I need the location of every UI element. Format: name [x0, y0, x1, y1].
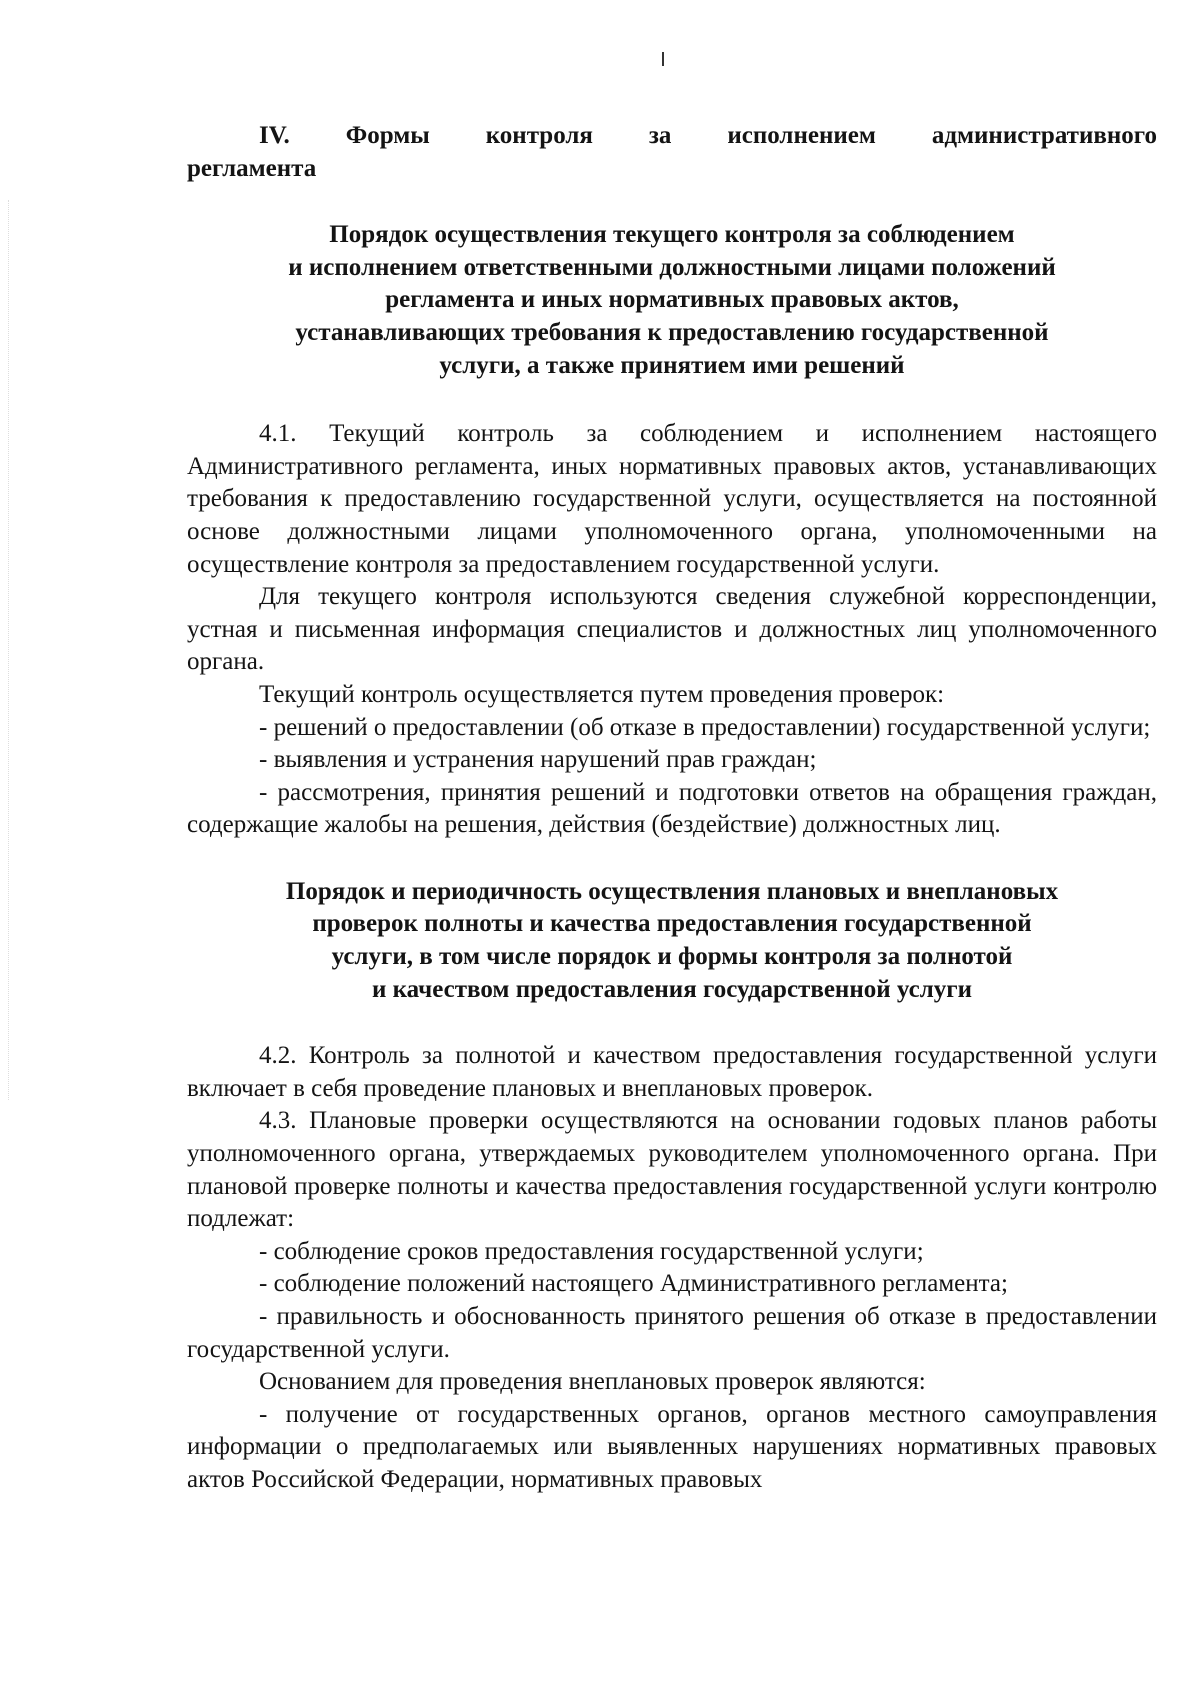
section-word: административного	[931, 122, 1157, 149]
list-item: - решений о предоставлении (об отказе в предоставлении) государственной услуги;	[259, 713, 1151, 741]
paragraph-4-1: 4.1. Текущий контроль за соблюдением и исполнением настоящего Административного регламента, иных нормативных правовых актов, устанавливающих требования к предоставлению государственной услуги, осуществляется на постоянной основе должностными лицами уполномоченного органа, уполномоченными на осуществление контроля за предоставлением государственной услуги.	[187, 420, 1157, 578]
section-word: исполнением	[727, 122, 876, 149]
subheading-line: проверок полноты и качества предоставления государственной	[312, 910, 1032, 938]
paragraph: Для текущего контроля используются сведения служебной корреспонденции, устная и письменная информация специалистов и должностных лиц уполномоченного органа.	[187, 583, 1157, 676]
subheading-line: устанавливающих требования к предоставлению государственной	[295, 318, 1049, 346]
list-item: - правильность и обоснованность принятого решения об отказе в предоставлении государственной услуги.	[187, 1303, 1157, 1363]
list-item: - соблюдение сроков предоставления государственной услуги;	[259, 1237, 924, 1265]
subheading-line: и исполнением ответственными должностными лицами положений	[288, 253, 1056, 281]
subheading-line: Порядок и периодичность осуществления плановых и внеплановых	[285, 877, 1059, 905]
section-word: контроля	[485, 122, 593, 149]
subheading-line: услуги, в том числе порядок и формы контроля за полнотой	[331, 943, 1013, 971]
page-marker	[662, 52, 664, 66]
section-word: IV.	[259, 122, 290, 149]
list-item: - рассмотрения, принятия решений и подготовки ответов на обращения граждан, содержащие жалобы на решения, действия (бездействие) должностных лиц.	[187, 778, 1157, 839]
subheading-inspections	[187, 876, 1157, 1006]
list-item: - получение от государственных органов, органов местного самоуправления информации о предполагаемых или выявленных нарушениях нормативных правовых актов Российской Федерации, нормативных правовых	[187, 1400, 1157, 1493]
section-word: Формы	[345, 122, 430, 149]
paragraph-4-2: 4.2. Контроль за полнотой и качеством предоставления государственной услуги включает в себя проведение плановых и внеплановых проверок.	[187, 1042, 1157, 1102]
subheading-line: Порядок осуществления текущего контроля за соблюдением	[329, 221, 1015, 249]
paragraph-4-3: 4.3. Плановые проверки осуществляются на основании годовых планов работы уполномоченного органа, утверждаемых руководителем уполномоченного органа. При плановой проверке полноты и качества предоставления государственной услуги контролю подлежат:	[187, 1107, 1157, 1233]
section-heading	[187, 120, 1157, 185]
section-heading-line2: регламента	[187, 154, 317, 182]
section-word: за	[648, 122, 672, 149]
list-item: - соблюдение положений настоящего Административного регламента;	[259, 1270, 1008, 1298]
subheading-current-control	[187, 219, 1157, 382]
paragraph: Текущий контроль осуществляется путем проведения проверок:	[259, 680, 945, 708]
paragraph: Основанием для проведения внеплановых проверок являются:	[259, 1368, 926, 1396]
subheading-line: услуги, а также принятием ими решений	[439, 351, 905, 379]
document-body	[187, 120, 1157, 1497]
subheading-line: и качеством предоставления государственной услуги	[372, 975, 972, 1003]
section-heading-line1	[259, 120, 1157, 153]
scan-edge-artifact	[8, 200, 10, 1100]
subheading-line: регламента и иных нормативных правовых актов,	[385, 286, 959, 314]
list-item: - выявления и устранения нарушений прав граждан;	[259, 746, 817, 774]
